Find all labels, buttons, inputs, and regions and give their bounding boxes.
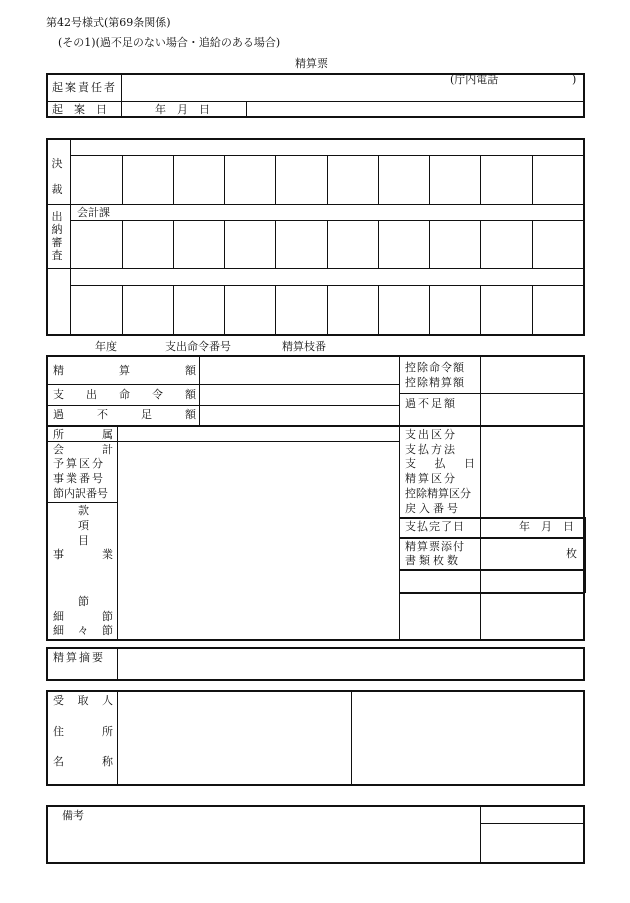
remarks-field[interactable] — [60, 826, 470, 860]
approval-stamp-cell[interactable] — [226, 157, 273, 202]
kou-label: 項 — [78, 519, 89, 532]
approval-column-divider — [378, 220, 379, 268]
form-title: 精算票 — [295, 57, 328, 70]
approval-column-divider — [429, 155, 430, 204]
decision-label: 決裁 — [51, 157, 63, 196]
approval-column-divider — [378, 285, 379, 336]
approval-stamp-cell[interactable] — [534, 222, 582, 266]
approval-column-divider — [173, 220, 174, 268]
approval-stamp-cell[interactable] — [72, 222, 120, 266]
approval-stamp-cell[interactable] — [380, 157, 427, 202]
approval-stamp-cell[interactable] — [124, 287, 171, 334]
moku-label: 目 — [78, 534, 89, 547]
drafter-field[interactable] — [124, 79, 444, 97]
approval-stamp-cell[interactable] — [329, 157, 376, 202]
approval-stamp-cell[interactable] — [431, 157, 478, 202]
deduct-order-label: 控除命令額 — [405, 361, 465, 374]
phone-label: (庁内電話 — [450, 73, 499, 86]
approval-stamp-cell[interactable] — [72, 287, 120, 334]
approval-stamp-cell[interactable] — [226, 287, 273, 334]
approval-column-divider — [532, 220, 533, 268]
branch-number-label: 精算枝番 — [282, 340, 326, 353]
approval-column-divider — [480, 155, 481, 204]
approval-stamp-cell[interactable] — [534, 157, 582, 202]
approval-stamp-cell[interactable] — [329, 222, 376, 266]
name-label: 名 称 — [53, 755, 113, 768]
approval-column-divider — [224, 155, 225, 204]
approval-column-divider — [122, 155, 123, 204]
shortage-amount-label: 過 不 足 額 — [53, 408, 196, 421]
approval-stamp-cell[interactable] — [329, 287, 376, 334]
budget-label: 予算区分 — [53, 457, 105, 470]
approval-stamp-cell[interactable] — [277, 222, 325, 266]
approval-column-divider — [532, 155, 533, 204]
approval-stamp-cell[interactable] — [482, 222, 530, 266]
attachment-count-label-1: 精算票添付 — [405, 540, 465, 553]
settlement-amount-label: 精 算 額 — [53, 364, 196, 377]
approval-column-divider — [480, 220, 481, 268]
fiscal-year-label: 年度 — [95, 340, 117, 353]
approval-column-divider — [173, 285, 174, 336]
approval-stamp-cell[interactable] — [534, 287, 582, 334]
approval-column-divider — [378, 155, 379, 204]
approval-stamp-cell[interactable] — [482, 287, 530, 334]
approval-column-divider — [173, 155, 174, 204]
approval-column-divider — [224, 220, 225, 268]
approval-stamp-cell[interactable] — [380, 222, 427, 266]
approval-stamp-cell[interactable] — [226, 222, 273, 266]
approval-stamp-cell[interactable] — [277, 287, 325, 334]
payment-method-label: 支払方法 — [405, 443, 457, 456]
payment-complete-label: 支払完了日 — [405, 520, 465, 533]
jigyou-label: 事 業 — [53, 548, 113, 561]
saisetsu-label: 細 節 — [53, 610, 113, 623]
dept-label: 所 属 — [53, 428, 113, 441]
approval-column-divider — [224, 285, 225, 336]
accounting-dept-label: 会計課 — [77, 206, 110, 219]
approval-column-divider — [327, 155, 328, 204]
setsu-label: 節 — [78, 595, 89, 608]
payment-date-label: 支 払 日 — [405, 457, 475, 470]
project-number-label: 事業番号 — [53, 472, 105, 485]
approval-column-divider — [429, 220, 430, 268]
approval-column-divider — [429, 285, 430, 336]
approval-column-divider — [327, 220, 328, 268]
form-subtitle: (その1)(過不足のない場合・追給のある場合) — [58, 36, 281, 49]
account-label: 会 計 — [53, 443, 113, 456]
order-number-label: 支出命令番号 — [165, 340, 231, 353]
phone-close: ) — [572, 73, 577, 86]
drafter-label: 起案責任者 — [52, 81, 117, 94]
draft-date-label: 起 案 日 — [52, 103, 107, 116]
approval-stamp-cell[interactable] — [175, 157, 222, 202]
approval-column-divider — [275, 285, 276, 336]
form-number: 第42号様式(第69条関係) — [46, 16, 171, 29]
approval-stamp-cell[interactable] — [431, 222, 478, 266]
approval-stamp-cell[interactable] — [431, 287, 478, 334]
return-number-label: 戻入番号 — [405, 502, 461, 515]
approval-stamp-cell[interactable] — [124, 157, 171, 202]
attachment-count-unit: 枚 — [566, 547, 577, 560]
approval-stamp-cell[interactable] — [175, 222, 222, 266]
approval-stamp-cell[interactable] — [277, 157, 325, 202]
order-amount-label: 支 出 命 令 額 — [53, 388, 196, 401]
summary-field[interactable] — [120, 650, 580, 678]
recipient-label: 受 取 人 — [53, 694, 113, 707]
approval-stamp-cell[interactable] — [72, 157, 120, 202]
approval-stamp-cell[interactable] — [380, 287, 427, 334]
address-label: 住 所 — [53, 725, 113, 738]
remarks-label: 備考 — [62, 809, 84, 822]
deduct-settle-label: 控除精算額 — [405, 376, 465, 389]
approval-column-divider — [275, 220, 276, 268]
approval-column-divider — [275, 155, 276, 204]
approval-stamp-cell[interactable] — [124, 222, 171, 266]
approval-column-divider — [122, 220, 123, 268]
approval-column-divider — [327, 285, 328, 336]
summary-label: 精算摘要 — [53, 651, 105, 664]
saisaisetsu-label: 細 々 節 — [53, 624, 113, 637]
recipient-field[interactable] — [120, 694, 348, 782]
approval-column-divider — [480, 285, 481, 336]
settle-category-label: 精算区分 — [405, 472, 457, 485]
payment-complete-value: 年 月 日 — [519, 520, 574, 533]
attachment-count-label-2: 書類枚数 — [405, 554, 461, 567]
payment-category-label: 支出区分 — [405, 428, 457, 441]
approval-stamp-cell[interactable] — [175, 287, 222, 334]
kan-label: 款 — [78, 504, 89, 517]
approval-stamp-cell[interactable] — [482, 157, 530, 202]
approval-column-divider — [532, 285, 533, 336]
draft-date-value: 年 月 日 — [155, 103, 210, 116]
deduct-settle-category-label: 控除精算区分 — [405, 487, 471, 500]
shortage-right-label: 過不足額 — [405, 397, 457, 410]
approval-column-divider — [122, 285, 123, 336]
treasury-label: 出納審査 — [51, 210, 63, 262]
sub-number-label: 節内訳番号 — [53, 487, 108, 500]
